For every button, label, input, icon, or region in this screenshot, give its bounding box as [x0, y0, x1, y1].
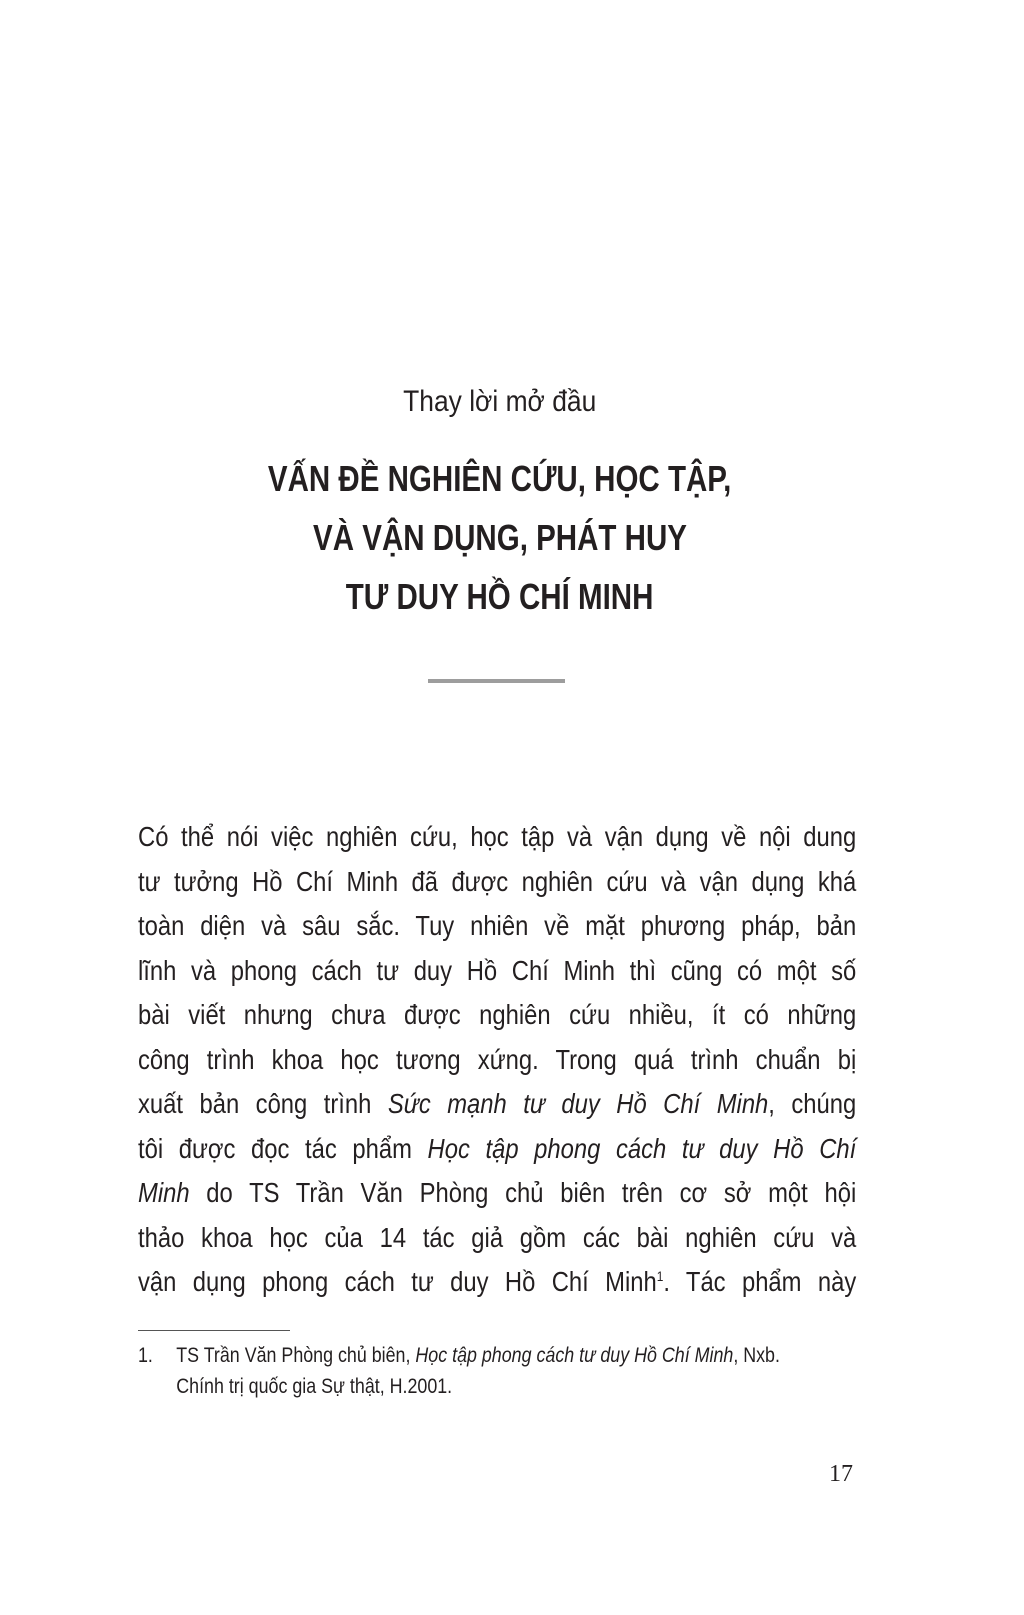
body-line	[138, 815, 856, 860]
body-line	[138, 1216, 856, 1261]
text-run: công trình khoa học tương xứng. Trong quá trình chuẩn bị	[138, 1043, 857, 1075]
footnote-ref: 1	[656, 1268, 664, 1284]
chapter-title-line-2	[0, 517, 1000, 559]
chapter-title-line-1	[0, 458, 1000, 500]
text-run: tôi được đọc tác phẩm	[138, 1132, 428, 1164]
footnote	[138, 1340, 856, 1402]
italic-title: Học tập phong cách tư duy Hồ Chí	[427, 1132, 857, 1164]
title-text: TƯ DUY HỒ CHÍ MINH	[346, 576, 654, 617]
title-text: VẤN ĐỀ NGHIÊN CỨU, HỌC TẬP,	[268, 458, 732, 499]
footnote-number: 1.	[138, 1344, 153, 1367]
text-run: toàn diện và sâu sắc. Tuy nhiên về mặt phương pháp, bản	[138, 910, 857, 941]
chapter-pre-title	[0, 385, 1000, 419]
italic-title: Học tập phong cách tư duy Hồ Chí Minh	[415, 1344, 734, 1367]
text-run: xuất bản công trình	[138, 1088, 388, 1119]
title-text: VÀ VẬN DỤNG, PHÁT HUY	[313, 517, 687, 558]
footnote-line: Chính trị quốc gia Sự thật, H.2001.	[176, 1375, 453, 1398]
body-text	[138, 815, 856, 1305]
text-run: Có thể nói việc nghiên cứu, học tập và vận dụng về nội dung	[138, 821, 857, 852]
pre-title-text: Thay lời mở đầu	[403, 385, 597, 418]
text-run: bài viết nhưng chưa được nghiên cứu nhiều, ít có những	[138, 999, 857, 1030]
body-line	[138, 1127, 856, 1172]
text-run: lĩnh và phong cách tư duy Hồ Chí Minh thì cũng có một số	[138, 954, 857, 986]
body-line	[138, 949, 856, 994]
text-run: do TS Trần Văn Phòng chủ biên trên cơ sở một hội	[189, 1177, 857, 1208]
body-line	[138, 904, 856, 949]
italic-title: Minh	[138, 1177, 190, 1208]
text-run: TS Trần Văn Phòng chủ biên,	[176, 1344, 416, 1367]
footnote-divider	[138, 1330, 290, 1331]
body-line	[138, 1171, 856, 1216]
title-divider	[428, 679, 565, 683]
text-run: thảo khoa học của 14 tác giả gồm các bài nghiên cứu và	[138, 1221, 857, 1253]
body-line	[138, 1038, 856, 1083]
body-line	[138, 860, 856, 905]
text-run: , Nxb.	[733, 1344, 780, 1367]
page-number: 17	[829, 1461, 853, 1487]
text-run: tư tưởng Hồ Chí Minh đã được nghiên cứu và vận dụng khá	[138, 865, 857, 897]
text-run: , chúng	[768, 1088, 857, 1119]
chapter-title-line-3	[0, 576, 1000, 618]
text-run: . Tác phẩm này	[663, 1266, 857, 1297]
text-run: vận dụng phong cách tư duy Hồ Chí Minh	[138, 1266, 657, 1297]
body-line	[138, 993, 856, 1038]
italic-title: Sức mạnh tư duy Hồ Chí Minh	[387, 1088, 769, 1119]
footnote-line	[138, 1340, 856, 1371]
body-line	[138, 1082, 856, 1127]
body-line	[138, 1260, 856, 1305]
